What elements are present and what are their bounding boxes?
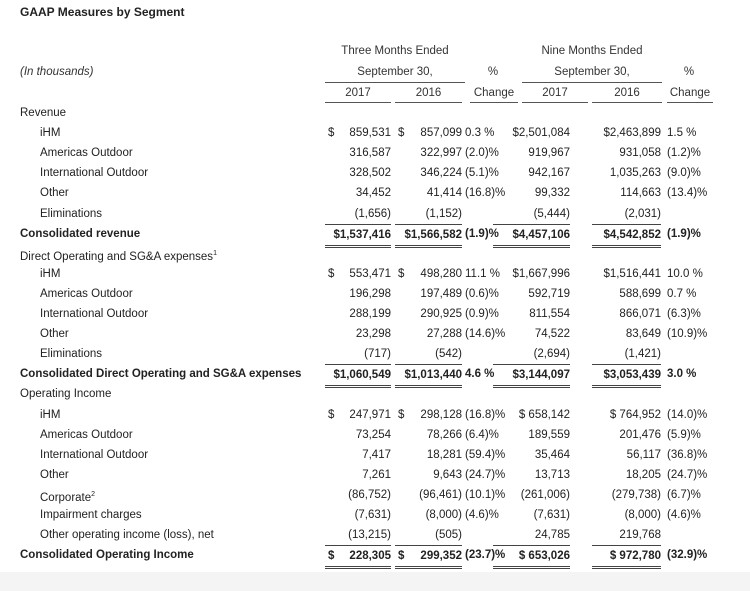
ytd-change-value: 3.0 % [667,368,697,381]
ytd-2016-value: 56,117 [626,448,661,461]
ytd-2016-value: 866,071 [619,308,661,320]
ytd-2016-value: 219,768 [619,529,661,542]
row-label: Other [40,328,69,341]
row-label: Consolidated revenue [20,227,141,240]
n-year-2017: 2017 [522,87,588,103]
n-pct-header: % [683,66,695,78]
q-year-2016: 2016 [395,87,462,103]
q3-2017-value: 288,199 [349,308,391,320]
q3-2017-value: (7,631) [354,509,391,521]
row-label: Impairment charges [40,509,142,521]
q3-change-value: (4.6)% [465,509,499,521]
q3-2017-value: 7,417 [362,448,391,461]
footnote-marker: 1 [213,249,217,257]
table-row [0,344,750,364]
q3-2017-value: (1,656) [354,207,391,220]
ytd-change-value: (36.8)% [667,448,708,461]
row-label: Other operating income (loss), net [40,529,214,542]
q3-2017-value: 328,502 [349,167,391,180]
q3-change-value: (1.9)% [465,227,499,240]
q3-change-value: (59.4)% [465,448,506,461]
ytd-change-value [667,525,711,545]
three-months-header: Three Months Ended [341,45,449,57]
q3-change-value: (5.1)% [465,167,499,180]
ytd-2016-value: 114,663 [620,187,661,200]
q3-2016-value: (96,461) [419,488,462,501]
ytd-change-value: (32.9)% [667,549,708,562]
q3-2016-value: 78,266 [426,428,462,441]
q3-2016-value: (542) [435,348,462,361]
bottom-strip [0,572,750,591]
q3-change-value: (16.8)% [465,408,506,421]
row-label: Operating Income [20,388,112,401]
table-row [0,143,750,163]
q3-2016-value: 18,281 [426,448,462,461]
ytd-2017-value: 24,785 [534,529,570,542]
row-label: Americas Outdoor [40,428,133,441]
ytd-2016-value: (8,000) [624,509,661,521]
row-label: iHM [40,267,61,280]
ytd-2016-value: (2,031) [624,207,661,220]
section-header-row [0,103,750,123]
q3-2017-value: 23,298 [355,328,391,341]
ytd-2017-value: 592,719 [528,287,570,300]
table-row [0,123,750,143]
q3-2016-value: (505) [435,529,462,542]
q3-2016-value: 197,489 [420,287,462,300]
ytd-2016-value: (1,421) [624,348,661,361]
section-header-row [0,384,750,404]
ytd-2016-value: $3,053,439 [592,364,661,388]
ytd-2016-value: 931,058 [619,147,661,160]
q3-change-value: (23.7)% [465,549,506,562]
q3-2016-value: 857,099 $ [395,123,462,143]
q3-2017-value: 247,971 $ [325,405,391,425]
q3-change-value: 4.6 % [465,368,495,381]
q3-2016-value: (1,152) [425,207,462,220]
ytd-2016-value: 588,699 [619,287,661,300]
ytd-2017-value: $4,457,106 [493,224,570,248]
dollar-sign: $ [398,550,405,563]
ytd-2016-value: (279,738) [611,488,661,501]
row-label: Americas Outdoor [40,287,133,300]
ytd-change-value: 10.0 % [667,267,703,280]
total-row [0,545,750,565]
table-row [0,405,750,425]
ytd-change-value [667,204,711,224]
q3-2017-value: 316,587 [349,147,391,160]
row-label: International Outdoor [40,308,149,320]
q3-2016-value: 290,925 [420,308,462,320]
q3-change-value: (0.6)% [465,287,499,300]
ytd-change-value: (10.9)% [667,328,708,341]
total-row [0,224,750,244]
q3-2017-value: 7,261 [362,468,391,481]
table-row [0,485,750,505]
row-label: iHM [40,127,61,140]
q3-change-value: (0.9)% [465,308,499,320]
nine-months-date: September 30, [522,66,662,83]
ytd-change-value [667,344,711,364]
n-change-header: Change [667,87,713,103]
ytd-2016-value: $1,516,441 [603,267,661,280]
ytd-2017-value: (261,006) [520,488,570,501]
q3-2017-value: 228,305 $ [325,545,391,569]
row-label: Other [40,468,69,481]
row-label: iHM [40,408,61,421]
ytd-2017-value: 74,522 [534,328,570,341]
q3-2017-value: $1,060,549 [325,364,391,388]
units-note: (In thousands) [20,66,94,78]
q3-2017-value: 553,471 $ [325,264,391,284]
row-label: International Outdoor [40,448,149,461]
ytd-2017-value: $ 658,142 [518,408,570,421]
ytd-change-value: 0.7 % [667,287,697,300]
ytd-change-value: (13.4)% [667,187,708,200]
q3-2017-value: 34,452 [355,187,391,200]
dollar-sign: $ [398,267,405,280]
ytd-2017-value: 811,554 [529,308,570,320]
q3-2017-value: 859,531 $ [325,123,391,143]
ytd-change-value: (6.3)% [667,308,701,320]
table-row [0,183,750,203]
q3-change-value: (10.1)% [465,488,506,501]
ytd-change-value: (1.2)% [667,147,701,160]
ytd-2017-value: (7,631) [533,509,570,521]
row-label: Eliminations [40,348,102,361]
table-row [0,425,750,445]
footnote-marker: 2 [91,490,96,498]
ytd-2016-value: $ 764,952 [609,408,661,421]
q3-2016-value: $1,566,582 [395,224,462,248]
q3-2016-value: 9,643 [433,468,462,481]
row-label: Other [40,187,69,200]
q3-2016-value: 27,288 [426,328,462,341]
ytd-2017-value: (5,444) [533,207,570,220]
section-header-row [0,244,750,264]
ytd-change-value: (6.7)% [667,488,701,501]
ytd-2017-value: $2,501,084 [512,127,570,140]
ytd-2017-value: 942,167 [528,167,570,180]
ytd-2017-value: 919,967 [528,147,570,160]
row-label: Eliminations [40,207,102,220]
ytd-change-value: (5.9)% [667,428,701,441]
ytd-change-value: (9.0)% [667,167,701,180]
q3-2016-value: 41,414 [426,187,462,200]
ytd-2017-value: $1,667,996 [512,267,570,280]
q3-change-value: (16.8)% [465,187,506,200]
three-months-date: September 30, [325,66,465,83]
q3-2016-value: $1,013,440 [395,364,462,388]
dollar-sign: $ [328,267,335,280]
ytd-change-value: (24.7)% [667,468,708,481]
table-row [0,525,750,545]
table-row [0,264,750,284]
nine-months-header: Nine Months Ended [541,45,643,57]
ytd-2016-value: 1,035,263 [609,167,661,180]
ytd-change-value: 1.5 % [667,127,697,140]
row-label: Revenue [20,107,67,119]
table-row [0,204,750,224]
ytd-2017-value: $3,144,097 [493,364,570,388]
table-row [0,465,750,485]
q3-change-value: 0.3 % [465,127,495,140]
dollar-sign: $ [328,550,335,563]
ytd-2017-value: 35,464 [534,448,570,461]
table-row [0,284,750,304]
table-row [0,324,750,344]
q3-2017-value: (86,752) [348,488,391,501]
q3-change-value: (2.0)% [465,147,499,160]
ytd-2016-value: $2,463,899 [603,127,661,140]
table-row [0,304,750,324]
q3-2016-value: (8,000) [425,509,462,521]
q3-2017-value: (717) [364,348,391,361]
table-row [0,505,750,525]
table-row [0,163,750,183]
ytd-2016-value: 83,649 [625,328,661,341]
q3-2017-value: $1,537,416 [325,224,391,248]
ytd-change-value: (1.9)% [667,227,701,240]
table-row [0,445,750,465]
row-label: Americas Outdoor [40,147,133,160]
q3-2017-value: 73,254 [355,428,391,441]
ytd-2016-value: 18,205 [625,468,661,481]
q3-2017-value: 196,298 [349,287,391,300]
q-pct-header: % [487,66,499,78]
row-label: Consolidated Direct Operating and SG&A expenses [20,368,302,381]
q3-2016-value: 299,352 $ [395,545,462,569]
ytd-2017-value: $ 653,026 [493,545,570,569]
q3-change-value: (14.6)% [465,328,506,341]
ytd-2016-value: $ 972,780 [592,545,661,569]
q3-2017-value: (13,215) [348,529,391,542]
dollar-sign: $ [328,408,335,421]
ytd-change-value: (14.0)% [667,408,708,421]
ytd-2016-value: 201,476 [619,428,661,441]
q3-2016-value: 322,997 [420,147,462,160]
dollar-sign: $ [328,127,335,140]
q3-change-value: (6.4)% [465,428,499,441]
ytd-2016-value: $4,542,852 [592,224,661,248]
q3-2016-value: 498,280 $ [395,264,462,284]
ytd-2017-value: (2,694) [533,348,570,361]
q-change-header: Change [470,87,518,103]
ytd-2017-value: 99,332 [534,187,570,200]
q3-change-value: 11.1 % [465,267,500,280]
q-year-2017: 2017 [325,87,391,103]
q3-2016-value: 298,128 $ [395,405,462,425]
row-label: International Outdoor [40,167,149,180]
row-label: Direct Operating and SG&A expenses$^1$ [20,249,217,263]
total-row [0,364,750,384]
row-label: Corporate$^2$ [40,490,96,504]
q3-change-value: (24.7)% [465,468,506,481]
ytd-2017-value: 189,559 [528,428,570,441]
ytd-change-value: (4.6)% [667,509,701,521]
row-label: Consolidated Operating Income [20,549,194,562]
dollar-sign: $ [398,408,405,421]
ytd-2017-value: 13,713 [534,468,570,481]
q3-2016-value: 346,224 [420,167,462,180]
table-title: GAAP Measures by Segment [20,5,185,19]
dollar-sign: $ [398,127,405,140]
n-year-2016: 2016 [592,87,662,103]
